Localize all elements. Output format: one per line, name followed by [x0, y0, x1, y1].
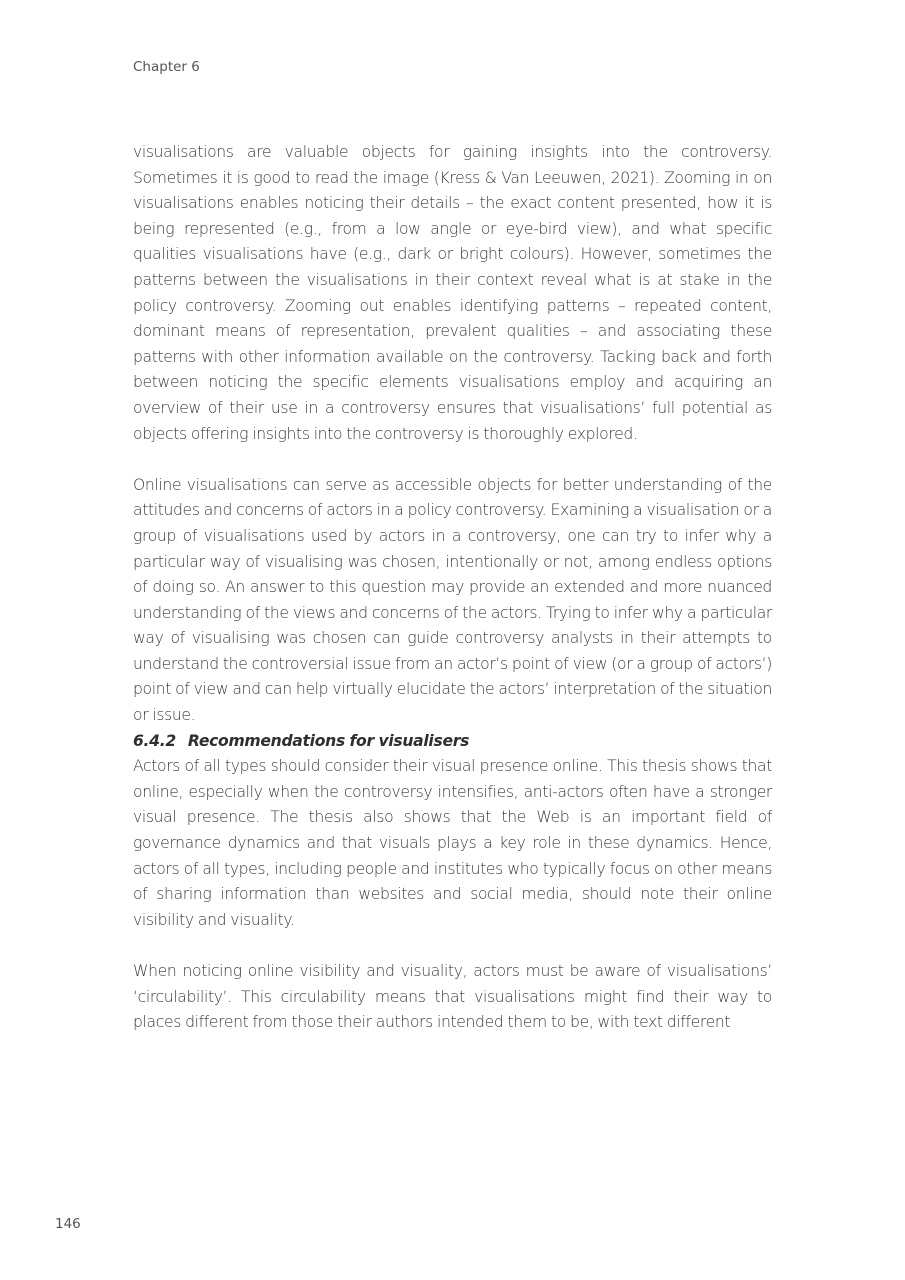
body-paragraph: Actors of all types should consider their visual presence online. This thesis shows that online, especially when the controversy intensifies, anti-actors often have a stronger visual presence. The thesis also shows that the Web is an important field of governance dynamics and that visuals plays a key role in these dynamics. Hence, actors of all types, including people and institutes who typically focus on other means of sharing information than websites and social media, should note their online visibility and visuality.	[133, 757, 772, 929]
page-body	[133, 140, 772, 1036]
section-heading	[133, 729, 772, 755]
body-paragraph: visualisations are valuable objects for gaining insights into the controversy. Sometimes it is good to read the image (Kress & Van Leeuwen, 2021). Zooming in on visualisations enables noticing their details – the exact content presented, how it is being represented (e.g., from a low angle or eye-bird view), and what specific qualities visualisations have (e.g., dark or bright colours). However, sometimes the patterns between the visualisations in their context reveal what is at stake in the policy controversy. Zooming out enables identifying patterns – repeated content, dominant means of representation, prevalent qualities – and associating these patterns with other information available on the controversy. Tacking back and forth between noticing the specific elements visualisations employ and acquiring an overview of their use in a controversy ensures that visualisations’ full potential as objects offering insights into the controversy is thoroughly explored.	[133, 143, 772, 443]
body-paragraph: When noticing online visibility and visuality, actors must be aware of visualisations’ ‘circulability’. This circulability means that visualisations might find their way to places different from those their authors intended them to be, with text different	[133, 962, 772, 1032]
section-title: Recommendations for visualisers	[187, 731, 470, 750]
page-number: 146	[55, 1216, 81, 1232]
body-paragraph: Online visualisations can serve as accessible objects for better understanding of the attitudes and concerns of actors in a policy controversy. Examining a visualisation or a group of visualisations used by actors in a controversy, one can try to infer why a particular way of visualising was chosen, intentionally or not, among endless options of doing so. An answer to this question may provide an extended and more nuanced understanding of the views and concerns of the actors. Trying to infer why a particular way of visualising was chosen can guide controversy analysts in their attempts to understand the controversial issue from an actor’s point of view (or a group of actors’) point of view and can help virtually elucidate the actors’ interpretation of the situation or issue.	[133, 475, 772, 725]
section-number: 6.4.2	[133, 731, 176, 750]
running-head: Chapter 6	[133, 59, 200, 75]
